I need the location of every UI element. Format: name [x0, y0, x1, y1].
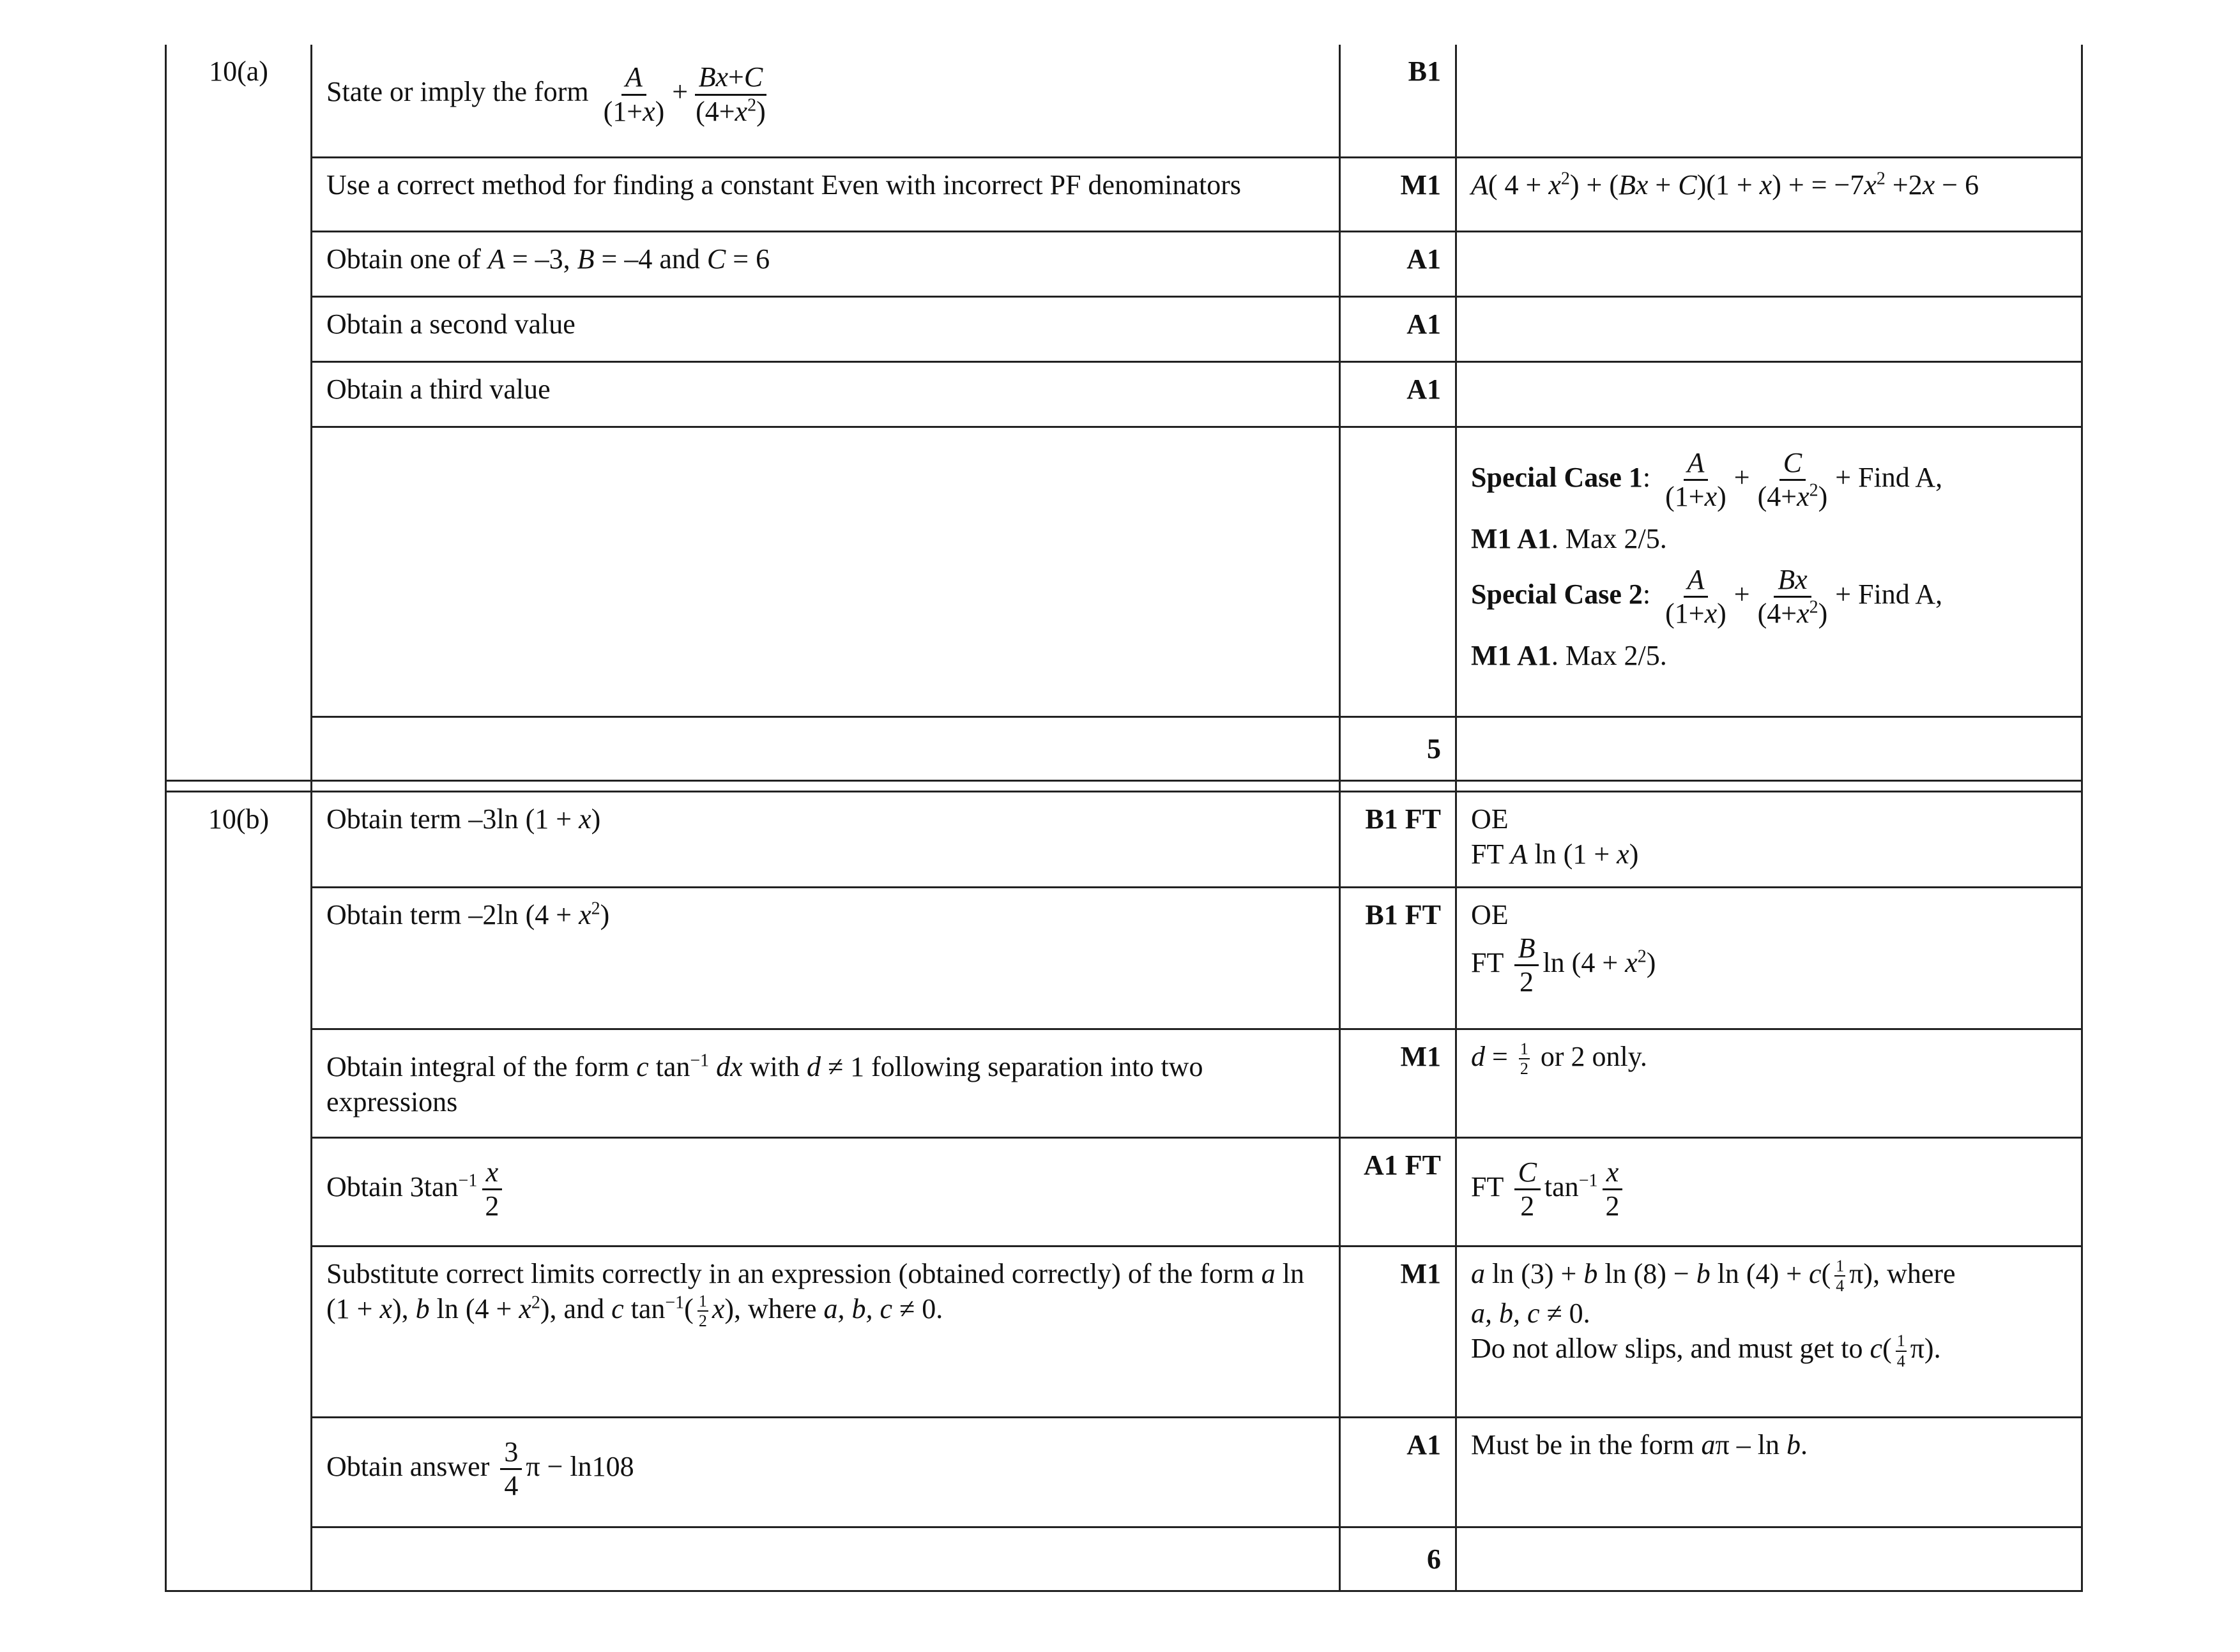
question-label-10a: 10(a) — [166, 45, 312, 780]
answer-cell: Substitute correct limits correctly in an expression (obtained correctly) of the form a ln (1 + x), b $\ln (4 + x^2)$, and c $\tan^{-1}$( $\frac{1}{2}$ x), where a, b, c ≠ 0. — [312, 1246, 1340, 1417]
special-case-2-marks: M1 A1. Max 2/5. — [1471, 639, 1667, 671]
special-case-1-marks: M1 A1. Max 2/5. — [1471, 522, 1667, 554]
answer-cell: Obtain one of A = –3, B = –4 and C = 6 — [312, 231, 1340, 296]
answer-cell: Obtain a second value — [312, 296, 1340, 361]
guidance-cell — [1456, 887, 2082, 1029]
answer-cell — [312, 427, 1340, 716]
guidance-oe: OE — [1471, 898, 1509, 930]
answer-cell: Obtain integral of the form c $\tan^{-1}$ dx with d ≠ 1 following separation into two expressions — [312, 1029, 1340, 1137]
guidance-cell — [1456, 45, 2082, 157]
total-mark-10a: 5 — [1340, 716, 1456, 780]
answer-cell — [312, 1527, 1340, 1591]
guidance-oe: OE — [1471, 803, 1509, 835]
mark-cell: M1 — [1340, 1246, 1456, 1417]
special-case-2: Special Case 2: $\frac{A}{(1+x)}$ + $\frac{Bx}{(4+x^2)}$ + Find A, — [1471, 563, 1943, 630]
special-case-1: Special Case 1: $\frac{A}{(1+x)}$ + $\frac{C}{(4+x^2)}$ + Find A, — [1471, 446, 1943, 513]
answer-cell: Obtain a third value — [312, 361, 1340, 427]
answer-cell: Obtain term –3ln (1 + x) — [312, 791, 1340, 887]
guidance-expression: a ln (3) + b ln (8) − b ln (4) + c( $\frac{1}{4}$ π), where — [1471, 1256, 1956, 1296]
table-row — [166, 887, 2082, 1029]
answer-cell: Obtain answer $\frac{3}{4}$ π − ln108 — [312, 1417, 1340, 1527]
question-label-10b: 10(b) — [166, 791, 312, 1591]
guidance-cell: A( $4 + x^2) + (Bx + C)(1 + x)$ + = $-7x^2 +2x - 6$ — [1456, 157, 2082, 231]
mark-cell: B1 FT — [1340, 791, 1456, 887]
fraction-quarter: $\frac{1}{4}$ — [1896, 1331, 1905, 1371]
fraction-c-over-4-plus-x2: $\frac{C}{(4+x^2)}$ — [1757, 446, 1828, 513]
table-row-total — [166, 716, 2082, 780]
guidance-cell — [1456, 1246, 2082, 1417]
table-row — [166, 791, 2082, 887]
section-separator — [166, 780, 2082, 791]
fraction-a-over-1-plus-x: $\frac{A}{(1+x)}$ — [1665, 446, 1726, 513]
guidance-cell — [1456, 296, 2082, 361]
guidance-cell — [1456, 361, 2082, 427]
table-row-total — [166, 1527, 2082, 1591]
fraction-c-over-2: $\frac{C}{2}$ — [1514, 1156, 1541, 1223]
mark-cell: A1 FT — [1340, 1137, 1456, 1246]
fraction-b-over-2: $\frac{B}{2}$ — [1514, 932, 1539, 999]
guidance-cell: FT $\frac{C}{2}$ $\tan^{-1}$ $\frac{x}{2}$ — [1456, 1137, 2082, 1246]
answer-text: State or imply the form — [326, 76, 589, 108]
mark-scheme-table — [165, 45, 2083, 1592]
guidance-cell — [1456, 791, 2082, 887]
mark-cell: M1 — [1340, 1029, 1456, 1137]
answer-where: where a, b, c ≠ 0. — [748, 1292, 943, 1324]
fraction-x-over-2: $\frac{x}{2}$ — [481, 1156, 503, 1223]
guidance-cell-special-cases — [1456, 427, 2082, 716]
mark-cell: B1 FT — [1340, 887, 1456, 1029]
fraction-a-over-1-plus-x: $\frac{A}{(1+x)}$ — [603, 61, 665, 127]
table-row — [166, 427, 2082, 716]
table-row — [166, 45, 2082, 157]
guidance-nonzero: a, b, c ≠ 0. — [1471, 1298, 1590, 1330]
mark-cell: M1 — [1340, 157, 1456, 231]
fraction-quarter: $\frac{1}{4}$ — [1836, 1256, 1845, 1296]
guidance-cell: d = $\frac{1}{2}$ or 2 only. — [1456, 1029, 2082, 1137]
mark-cell: A1 — [1340, 296, 1456, 361]
guidance-slips: Do not allow slips, and must get to c( $\frac{1}{4}$ π). — [1471, 1331, 1941, 1371]
guidance-cell — [1456, 1527, 2082, 1591]
table-row — [166, 296, 2082, 361]
total-mark-10b: 6 — [1340, 1527, 1456, 1591]
table-row — [166, 1246, 2082, 1417]
table-row — [166, 231, 2082, 296]
mark-cell: A1 — [1340, 361, 1456, 427]
fraction-x-over-2: $\frac{x}{2}$ — [1601, 1156, 1623, 1223]
fraction-bx-over-4-plus-x2: $\frac{Bx}{(4+x^2)}$ — [1757, 563, 1828, 630]
answer-cell: Use a correct method for finding a constant Even with incorrect PF denominators — [312, 157, 1340, 231]
table-row — [166, 1417, 2082, 1527]
fraction-half: $\frac{1}{2}$ — [698, 1291, 707, 1331]
table-row — [166, 157, 2082, 231]
answer-cell: Obtain $3\tan^{-1}$ $\frac{x}{2}$ — [312, 1137, 1340, 1246]
mark-cell: A1 — [1340, 231, 1456, 296]
guidance-cell: Must be in the form aπ – ln b. — [1456, 1417, 2082, 1527]
answer-cell: Obtain term –2ln $(4 + x^2)$ — [312, 887, 1340, 1029]
guidance-cell — [1456, 231, 2082, 296]
mark-cell — [1340, 427, 1456, 716]
fraction-a-over-1-plus-x: $\frac{A}{(1+x)}$ — [1665, 563, 1726, 630]
answer-cell — [312, 716, 1340, 780]
guidance-ft: FT — [1471, 946, 1504, 978]
table-row — [166, 361, 2082, 427]
answer-cell: State or imply the form $\frac{A}{(1+x)}$ + $\frac{Bx+C}{(4+x^2)}$ — [312, 45, 1340, 157]
guidance-ft: FT A ln (1 + x) — [1471, 838, 1639, 870]
mark-cell: A1 — [1340, 1417, 1456, 1527]
guidance-cell — [1456, 716, 2082, 780]
mark-cell: B1 — [1340, 45, 1456, 157]
table-row — [166, 1029, 2082, 1137]
fraction-half: $\frac{1}{2}$ — [1520, 1039, 1528, 1079]
table-row — [166, 1137, 2082, 1246]
guidance-ln-text: $\ln (4 + x^2)$ — [1543, 946, 1656, 978]
fraction-three-quarters: $\frac{3}{4}$ — [500, 1436, 522, 1503]
fraction-bx-plus-c-over-4-plus-x2: $\frac{Bx+C}{(4+x^2)}$ — [696, 61, 766, 127]
